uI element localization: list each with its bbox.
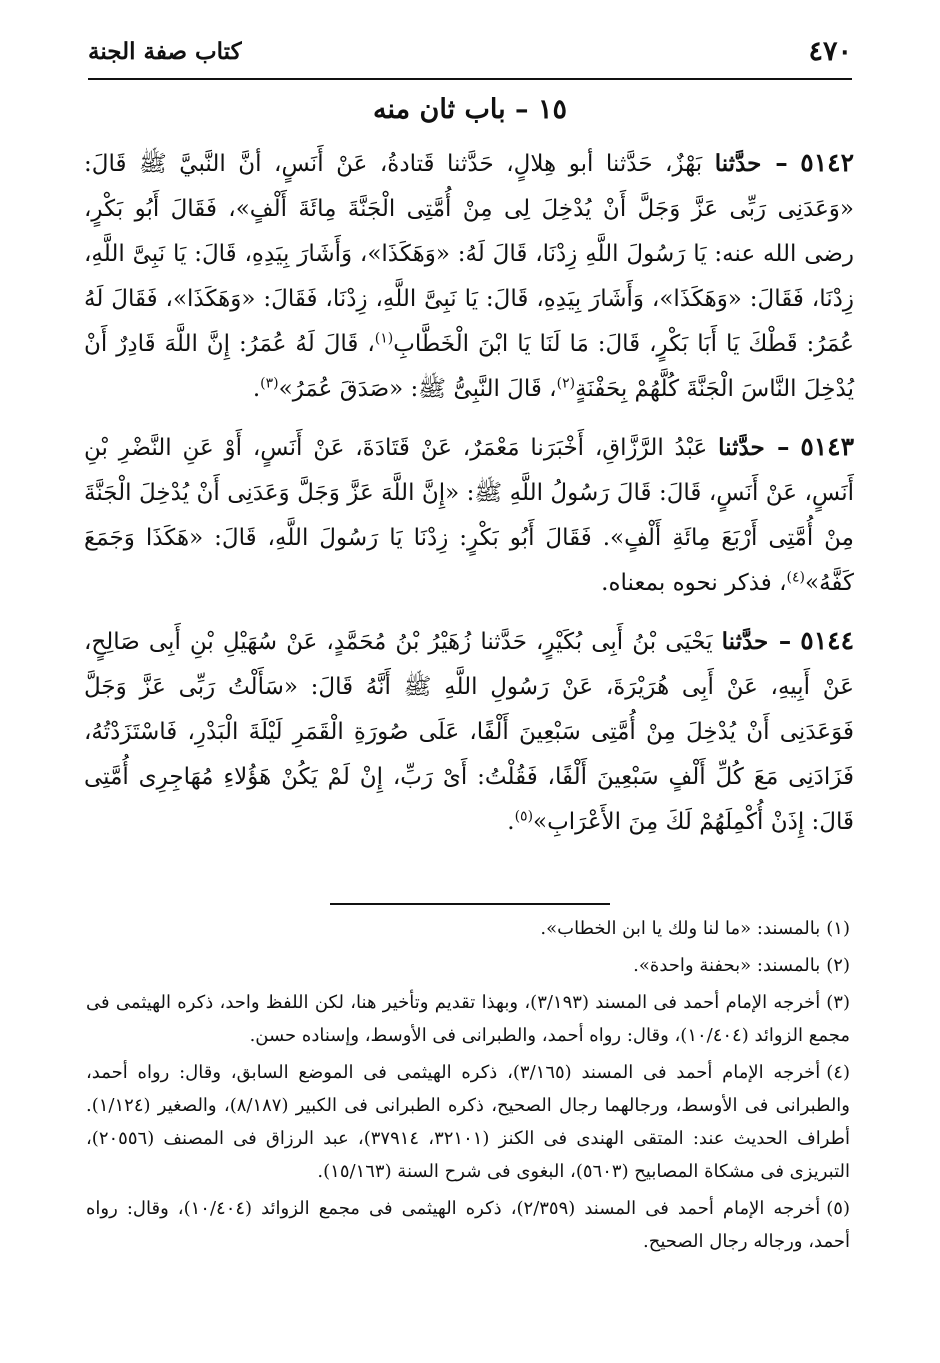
hadith-number: ٥١٤٣: [800, 432, 855, 461]
page-header: [88, 30, 852, 74]
footnote-marker: (٣): [260, 375, 279, 392]
hadith-text: عَبْدُ الرَّزَّاقِ، أَخْبَرَنا مَعْمَرٌ، عَنْ قَتَادَةَ، عَنْ أَنَسٍ، أَوْ عَنِ النَّضْرِ بْنِ أَنَسٍ، عَنْ أَنَسٍ، قَالَ: قَالَ رَسُولُ اللَّهِ ﷺ: «إِنَّ اللَّهَ عَزَّ وَجَلَّ وَعَدَنِى أَنْ يُدْخِلَ الْجَنَّةَ مِنْ أُمَّتِى أَرْبَعَ مِائَةِ أَلْفٍ». فَقَالَ أَبُو بَكْرٍ: زِدْنَا يَا رَسُولَ اللَّهِ، قَالَ: «هَكَذَا وَجَمَعَ كَفَّهُ»: [84, 435, 854, 596]
hadith-closing: ، فذكر نحوه بمعناه.: [601, 570, 787, 596]
hadith-closing: .: [507, 809, 515, 835]
footnote-marker: (١): [374, 330, 394, 347]
header-divider: [88, 78, 852, 80]
hadith-5144: ٥١٤٤ – حدَّثنا يَحْيَى بْنُ أَبِى بُكَيْرٍ، حَدَّثنا زُهَيْرُ بْنُ مُحَمَّدٍ، عَنْ سُهَيْلِ بْنِ أَبِى صَالِحٍ، عَنْ أَبِيهِ، عَنْ أَبِى هُرَيْرَةَ، عَنْ رَسُولِ اللَّهِ ﷺ أَنَّهُ قَالَ: «سَأَلْتُ رَبِّى عَزَّ وَجَلَّ فَوَعَدَنِى أَنْ يُدْخِلَ مِنْ أُمَّتِى سَبْعِينَ أَلْفًا، عَلَى صُورَةِ الْقَمَرِ لَيْلَةَ الْبَدْرِ، فَاسْتَزَدْتُهُ، فَزَادَنِى مَعَ كُلِّ أَلْفٍ سَبْعِينَ أَلْفًا، فَقُلْتُ: أَىْ رَبِّ، إِنْ لَمْ يَكُنْ هَؤُلاءِ مُهَاجِرِى أُمَّتِى قَالَ: إِذَنْ أُكْمِلَهُمْ لَكَ مِنَ الأَعْرَابِ»$^{(٥)}$.: [84, 626, 854, 835]
chapter-title: ١٥ – باب ثان منه: [373, 94, 567, 125]
footnote-number: (٤): [826, 1062, 850, 1083]
footnote-number: (٥): [826, 1198, 850, 1219]
hadith-opening: حدَّثنا: [718, 434, 765, 461]
page-number: ٤٧٠: [808, 36, 852, 67]
footnote-text: بالمسند: «ما لنا ولك يا ابن الخطاب».: [540, 918, 821, 939]
footnote-text: أخرجه الإمام أحمد فى المسند (٣/١٦٥)، ذكره الهيثمى فى الموضع السابق، وقال: رواه أحمد، والطبرانى فى الأوسط، ورجالهما رجال الصحيح، ذكره الطبرانى فى الكبير (٨/١٨٧)، والصغير (١/١٢٤). أطراف الحديث عند: المتقى الهندى فى الكنز (٣٢١٠١، ٣٧٩١٤)، عبد الرزاق فى المصنف (٢٠٥٥٦)، التبريزى فى مشكاة المصابيح (٥٦٠٣)، البغوى فى شرح السنة (١٥/١٦٣).: [86, 1062, 850, 1182]
hadith-number: ٥١٤٤: [800, 626, 854, 655]
hadith-text: يَحْيَى بْنُ أَبِى بُكَيْرٍ، حَدَّثنا زُهَيْرُ بْنُ مُحَمَّدٍ، عَنْ سُهَيْلِ بْنِ أَبِى صَالِحٍ، عَنْ أَبِيهِ، عَنْ أَبِى هُرَيْرَةَ، عَنْ رَسُولِ اللَّهِ ﷺ أَنَّهُ قَالَ: «سَأَلْتُ رَبِّى عَزَّ وَجَلَّ فَوَعَدَنِى أَنْ يُدْخِلَ مِنْ أُمَّتِى سَبْعِينَ أَلْفًا، عَلَى صُورَةِ الْقَمَرِ لَيْلَةَ الْبَدْرِ، فَاسْتَزَدْتُهُ، فَزَادَنِى مَعَ كُلِّ أَلْفٍ سَبْعِينَ أَلْفًا، فَقُلْتُ: أَىْ رَبِّ، إِنْ لَمْ يَكُنْ هَؤُلاءِ مُهَاجِرِى أُمَّتِى قَالَ: إِذَنْ أُكْمِلَهُمْ لَكَ مِنَ الأَعْرَابِ»: [84, 629, 854, 835]
footnote-4: [86, 1056, 850, 1188]
footnote-3: [86, 986, 850, 1052]
footnote-text: أخرجه الإمام أحمد فى المسند (٣/١٩٣)، وبهذا تقديم وتأخير هنا، لكن اللفظ واحد، ذكره الهيثمى فى مجمع الزوائد (١٠/٤٠٤)، وقال: رواه أحمد، والطبرانى فى الأوسط، وإسناده حسن.: [86, 992, 850, 1046]
footnote-text: أخرجه الإمام أحمد فى المسند (٢/٣٥٩)، ذكره الهيثمى فى مجمع الزوائد (١٠/٤٠٤)، وقال: رواه أحمد، ورجاله رجال الصحيح.: [86, 1198, 850, 1252]
footnote-marker: (٤): [786, 569, 805, 586]
footnote-text: بالمسند: «بحفنة واحدة».: [633, 955, 821, 976]
hadith-5142: ٥١٤٢ – حدَّثنا بَهْزٌ، حَدَّثنا أبو هِلالٍ، حَدَّثنا قَتادةُ، عَنْ أَنَسٍ، أنَّ النَّبيَّ ﷺ قَالَ: «وَعَدَنِى رَبِّى عَزَّ وَجَلَّ أَنْ يُدْخِلَ لِى مِنْ أُمَّتِى الْجَنَّةَ مِائَةَ أَلْفٍ»، فَقَالَ أَبُو بَكْرٍ، رضى الله عنه: يَا رَسُولَ اللَّهِ زِدْنَا، قَالَ لَهُ: «وَهَكَذَا»، وَأَشَارَ بِيَدِهِ، قَالَ: يَا نَبِىَّ اللَّهِ، زِدْنَا، فَقَالَ: «وَهَكَذَا»، وَأَشَارَ بِيَدِهِ، قَالَ: يَا نَبِىَّ اللَّهِ، زِدْنَا، فَقَالَ: «وَهَكَذَا»، فَقَالَ لَهُ عُمَرُ: قَطْكَ يَا أَبَا بَكْرٍ، قَالَ: مَا لَنَا يَا ابْنَ الْخَطَّابِ$^{(١)}$، قَالَ لَهُ عُمَرُ: إِنَّ اللَّهَ قَادِرٌ أَنْ يُدْخِلَ النَّاسَ الْجَنَّةَ كُلَّهُمْ بِحَفْنَةٍ$^{(٢)}$، قَالَ النَّبِىُّ ﷺ: «صَدَقَ عُمَرُ»$^{(٣)}$.: [84, 148, 855, 402]
hadith-closing: .: [252, 376, 261, 402]
footnote-number: (٣): [826, 992, 850, 1013]
running-title: كتاب صفة الجنة: [88, 38, 242, 65]
hadith-5143: ٥١٤٣ – حدَّثنا عَبْدُ الرَّزَّاقِ، أَخْبَرَنا مَعْمَرٌ، عَنْ قَتَادَةَ، عَنْ أَنَسٍ، أَوْ عَنِ النَّضْرِ بْنِ أَنَسٍ، عَنْ أَنَسٍ، قَالَ: قَالَ رَسُولُ اللَّهِ ﷺ: «إِنَّ اللَّهَ عَزَّ وَجَلَّ وَعَدَنِى أَنْ يُدْخِلَ الْجَنَّةَ مِنْ أُمَّتِى أَرْبَعَ مِائَةِ أَلْفٍ». فَقَالَ أَبُو بَكْرٍ: زِدْنَا يَا رَسُولَ اللَّهِ، قَالَ: «هَكَذَا وَجَمَعَ كَفَّهُ»$^{(٤)}$، فذكر نحوه بمعناه.: [84, 432, 855, 596]
footnote-marker: (٥): [514, 808, 534, 825]
footnote-1: [86, 912, 850, 945]
footnotes: [86, 912, 850, 1262]
hadith-opening: حدَّثنا: [721, 628, 769, 655]
hadith-text: بَهْزٌ، حَدَّثنا أبو هِلالٍ، حَدَّثنا قَتادةُ، عَنْ أَنَسٍ، أنَّ النَّبيَّ ﷺ قَالَ: «وَعَدَنِى رَبِّى عَزَّ وَجَلَّ أَنْ يُدْخِلَ لِى مِنْ أُمَّتِى الْجَنَّةَ مِائَةَ أَلْفٍ»، فَقَالَ أَبُو بَكْرٍ، رضى الله عنه: يَا رَسُولَ اللَّهِ زِدْنَا، قَالَ لَهُ: «وَهَكَذَا»، وَأَشَارَ بِيَدِهِ، قَالَ: يَا نَبِىَّ اللَّهِ، زِدْنَا، فَقَالَ: «وَهَكَذَا»، وَأَشَارَ بِيَدِهِ، قَالَ: يَا نَبِىَّ اللَّهِ، زِدْنَا، فَقَالَ: «وَهَكَذَا»، فَقَالَ لَهُ عُمَرُ: قَطْكَ يَا أَبَا بَكْرٍ، قَالَ: مَا لَنَا يَا ابْنَ الْخَطَّابِ: [84, 151, 855, 357]
footnote-marker: (٢): [556, 375, 576, 392]
footnote-2: [86, 949, 850, 982]
hadith-text: ، قَالَ النَّبِىُّ ﷺ: «صَدَقَ عُمَرُ»: [278, 376, 557, 402]
footnote-5: [86, 1192, 850, 1258]
main-text: [84, 140, 854, 857]
hadith-number: ٥١٤٢: [800, 148, 855, 177]
footnote-divider: [330, 903, 610, 905]
footnote-number: (٢): [826, 955, 850, 976]
hadith-opening: حدَّثنا: [714, 150, 762, 177]
footnote-number: (١): [826, 918, 850, 939]
hadith-text: ، قَالَ لَهُ عُمَرُ: إِنَّ اللَّهَ قَادِرٌ أَنْ يُدْخِلَ النَّاسَ الْجَنَّةَ كُلَّهُمْ بِحَفْنَةٍ: [84, 331, 854, 402]
